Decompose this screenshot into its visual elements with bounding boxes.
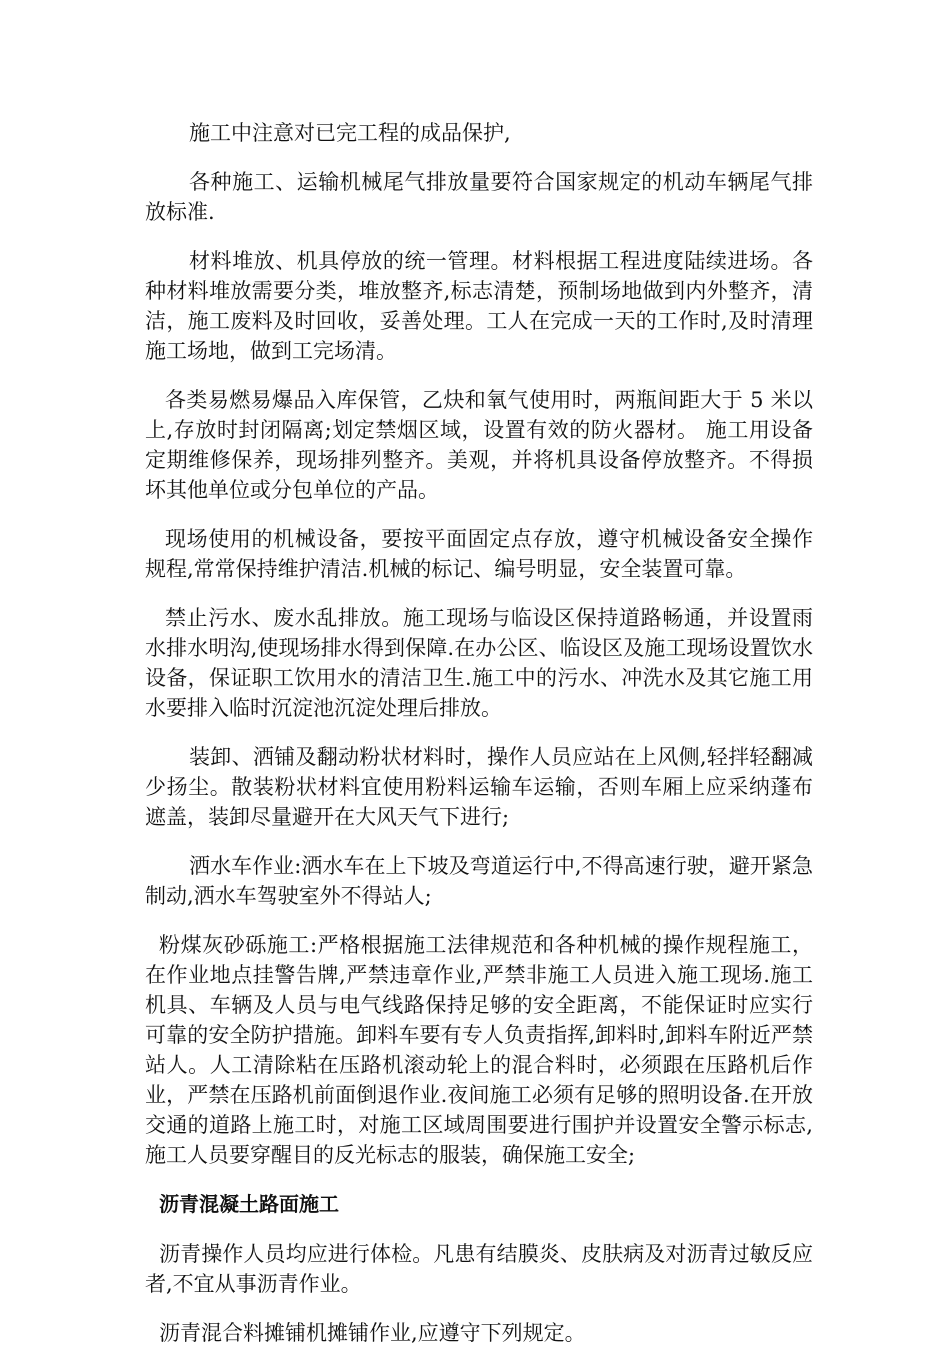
paragraph-flammable-storage: 各类易燃易爆品入库保管，乙炔和氧气使用时，两瓶间距大于 5 米以上,存放时封闭隔离;划定禁烟区域，设置有效的防火器材。 施工用设备定期维修保养，现场排列整齐。美观，并将机具设备停放整齐。不得损坏其他单位或分包单位的产品。	[145, 388, 813, 502]
paragraph-powder-materials: 装卸、洒铺及翻动粉状材料时，操作人员应站在上风侧,轻拌轻翻减少扬尘。散装粉状材料宜使用粉料运输车运输，否则车厢上应采纳蓬布遮盖，装卸尽量避开在大风天气下进行;	[145, 745, 813, 829]
paragraph-finished-work-protection: 施工中注意对已完工程的成品保护,	[189, 121, 511, 145]
document-body	[145, 118, 813, 1367]
paragraph-asphalt-health-check: 沥青操作人员均应进行体检。凡患有结膜炎、皮肤病及对沥青过敏反应者,不宜从事沥青作业。	[145, 1242, 813, 1296]
paragraph-sprinkler-truck: 洒水车作业:洒水车在上下坡及弯道运行中,不得高速行驶，避开紧急制动,洒水车驾驶室外不得站人;	[145, 854, 813, 908]
paragraph-asphalt-paver-rules: 沥青混合料摊铺机摊铺作业,应遵守下列规定。	[159, 1321, 586, 1345]
section-heading: 沥青混凝土路面施工	[159, 1192, 339, 1216]
paragraph-material-storage: 材料堆放、机具停放的统一管理。材料根据工程进度陆续进场。各种材料堆放需要分类，堆放整齐,标志清楚，预制场地做到内外整齐，清洁，施工废料及时回收，妥善处理。工人在完成一天的工作时,及时清理施工场地，做到工完场清。	[145, 249, 813, 363]
paragraph-wastewater: 禁止污水、废水乱排放。施工现场与临设区保持道路畅通，并设置雨水排水明沟,使现场排水得到保障.在办公区、临设区及施工现场设置饮水设备，保证职工饮用水的清洁卫生.施工中的污水、冲洗水及其它施工用水要排入临时沉淀池沉淀处理后排放。	[145, 606, 813, 720]
paragraph-fly-ash-gravel: 粉煤灰砂砾施工:严格根据施工法律规范和各种机械的操作规程施工，在作业地点挂警告牌,严禁违章作业,严禁非施工人员进入施工现场.施工机具、车辆及人员与电气线路保持足够的安全距离，不能保证时应实行可靠的安全防护措施。卸料车要有专人负责指挥,卸料时,卸料车附近严禁站人。人工清除粘在压路机滚动轮上的混合料时，必须跟在压路机后作业，严禁在压路机前面倒退作业.夜间施工必须有足够的照明设备.在开放交通的道路上施工时，对施工区域周围要进行围护并设置安全警示标志,施工人员要穿醒目的反光标志的服装，确保施工安全;	[145, 933, 813, 1167]
paragraph-machinery-storage: 现场使用的机械设备，要按平面固定点存放，遵守机械设备安全操作规程,常常保持维护清洁.机械的标记、编号明显，安全装置可靠。	[145, 527, 813, 581]
paragraph-exhaust-emission: 各种施工、运输机械尾气排放量要符合国家规定的机动车辆尾气排放标准.	[145, 170, 813, 224]
